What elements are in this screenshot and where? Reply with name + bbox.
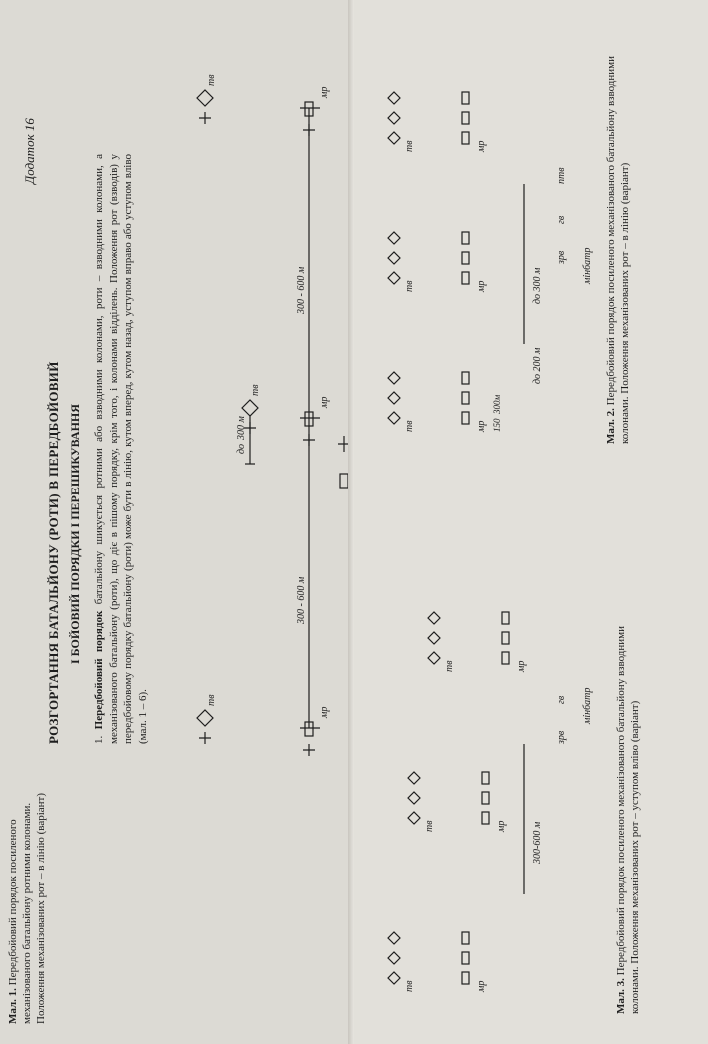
label-mr-2: мр — [319, 396, 330, 408]
figure-3-caption — [614, 614, 642, 1014]
fig3-label-dist: 300-600 м — [532, 821, 543, 864]
fig3-label-gv: гв — [556, 695, 567, 704]
fig2-label-minbatr: мінбатр — [582, 247, 593, 284]
para-text: батальйону шикується ротними або взводними колонами, роти – взводними колонами, а механізованого батальйону (роти), що діє в пішому порядку, крім того, і колонами відділень. Положення рот (взводів) у передбойовому порядку батальйону (роти) може бути в лінію, кутом вперед, кутом назад, уступом вправо або уступом вліво (мал. 1 – 6). — [93, 153, 149, 744]
fig2-label-300m: 300м — [492, 394, 502, 414]
figure-1-caption — [6, 774, 48, 1024]
fig3-label-minbatr: мінбатр — [582, 687, 593, 724]
fig2-label-mr-1: мр — [476, 420, 487, 432]
fig3-label-tv-2: тв — [424, 820, 435, 832]
fig2-label-mr-2: мр — [476, 280, 487, 292]
fig3-label-tv-1: тв — [404, 980, 415, 992]
tank-symbol-1 — [197, 710, 213, 744]
fig2-label-mr-3: мр — [476, 140, 487, 152]
fig1-caption-label: Мал. 1. — [7, 988, 19, 1024]
label-mr-3: мр — [319, 86, 330, 98]
label-dist-2: 300 - 600 м — [296, 266, 307, 314]
fig3-tanks-right — [428, 612, 440, 664]
label-tv-2: тв — [250, 384, 261, 396]
gv-symbol — [340, 474, 348, 488]
fig2-label-gv: гв — [556, 215, 567, 224]
fig3-mr-left — [462, 932, 469, 984]
fig3-label-mr-2: мр — [496, 820, 507, 832]
figure-3-diagram — [354, 0, 708, 1044]
para-bold-term: Передбойовий порядок — [93, 610, 105, 730]
fig3-label-mr-1: мр — [476, 980, 487, 992]
fig2-label-150: 150 — [492, 418, 502, 432]
fig3-caption-text: Передбойовий порядок посиленого механізованого батальйону взводними колонами. Положення механізованих рот – уступом вліво (варіант) — [615, 626, 641, 1014]
fig2-label-tv-3: тв — [404, 140, 415, 152]
page-title-line2: І БОЙОВИЙ ПОРЯДКИ І ПЕРЕШИКУВАННЯ — [68, 404, 82, 664]
fig2-label-do200: до 200 м — [532, 347, 543, 384]
label-dist-1: 300 - 600 м — [296, 576, 307, 624]
label-tv-1: тв — [206, 694, 217, 706]
label-do: до — [236, 443, 247, 454]
appendix-label: Додаток 16 — [22, 118, 37, 184]
fig3-tanks-mid — [408, 772, 420, 824]
tank-symbol-3 — [197, 90, 213, 124]
label-mr-1: мр — [319, 706, 330, 718]
label-tv-3: тв — [206, 74, 217, 86]
para-number: 1. — [93, 735, 105, 744]
fig2-label-zrv: зрв — [556, 250, 567, 264]
fig1-caption-text: Передбойовий порядок посиленого механізованого батальйону ротними колонами. Положення механізованих рот – в лінію (варіант) — [7, 793, 47, 1024]
page-title-line1: РОЗГОРТАННЯ БАТАЛЬЙОНУ (РОТИ) В ПЕРЕДБОЙОВИЙ — [46, 361, 61, 744]
fig3-mr-right — [502, 612, 509, 664]
fig2-label-tv-1: тв — [404, 420, 415, 432]
fig3-tanks-left — [388, 932, 400, 984]
fig2-label-ptv: птв — [556, 167, 567, 184]
right-page — [354, 0, 708, 1044]
fig2-caption-text: Передбойовий порядок посиленого механізованого батальйону взводними колонами. Положення механізованих рот – в лінію (варіант) — [605, 56, 631, 444]
fig3-label-zrv: зрв — [556, 730, 567, 744]
fig2-label-do300: до 300 м — [532, 267, 543, 304]
label-300m: 300 м — [236, 416, 247, 440]
fig2-label-tv-2: тв — [404, 280, 415, 292]
fig3-label-tv-3: тв — [444, 660, 455, 672]
fig3-label-mr-3: мр — [516, 660, 527, 672]
fig2-caption-label: Мал. 2. — [605, 408, 617, 444]
fig3-caption-label: Мал. 3. — [615, 978, 627, 1014]
fig3-mr-mid — [482, 772, 489, 824]
